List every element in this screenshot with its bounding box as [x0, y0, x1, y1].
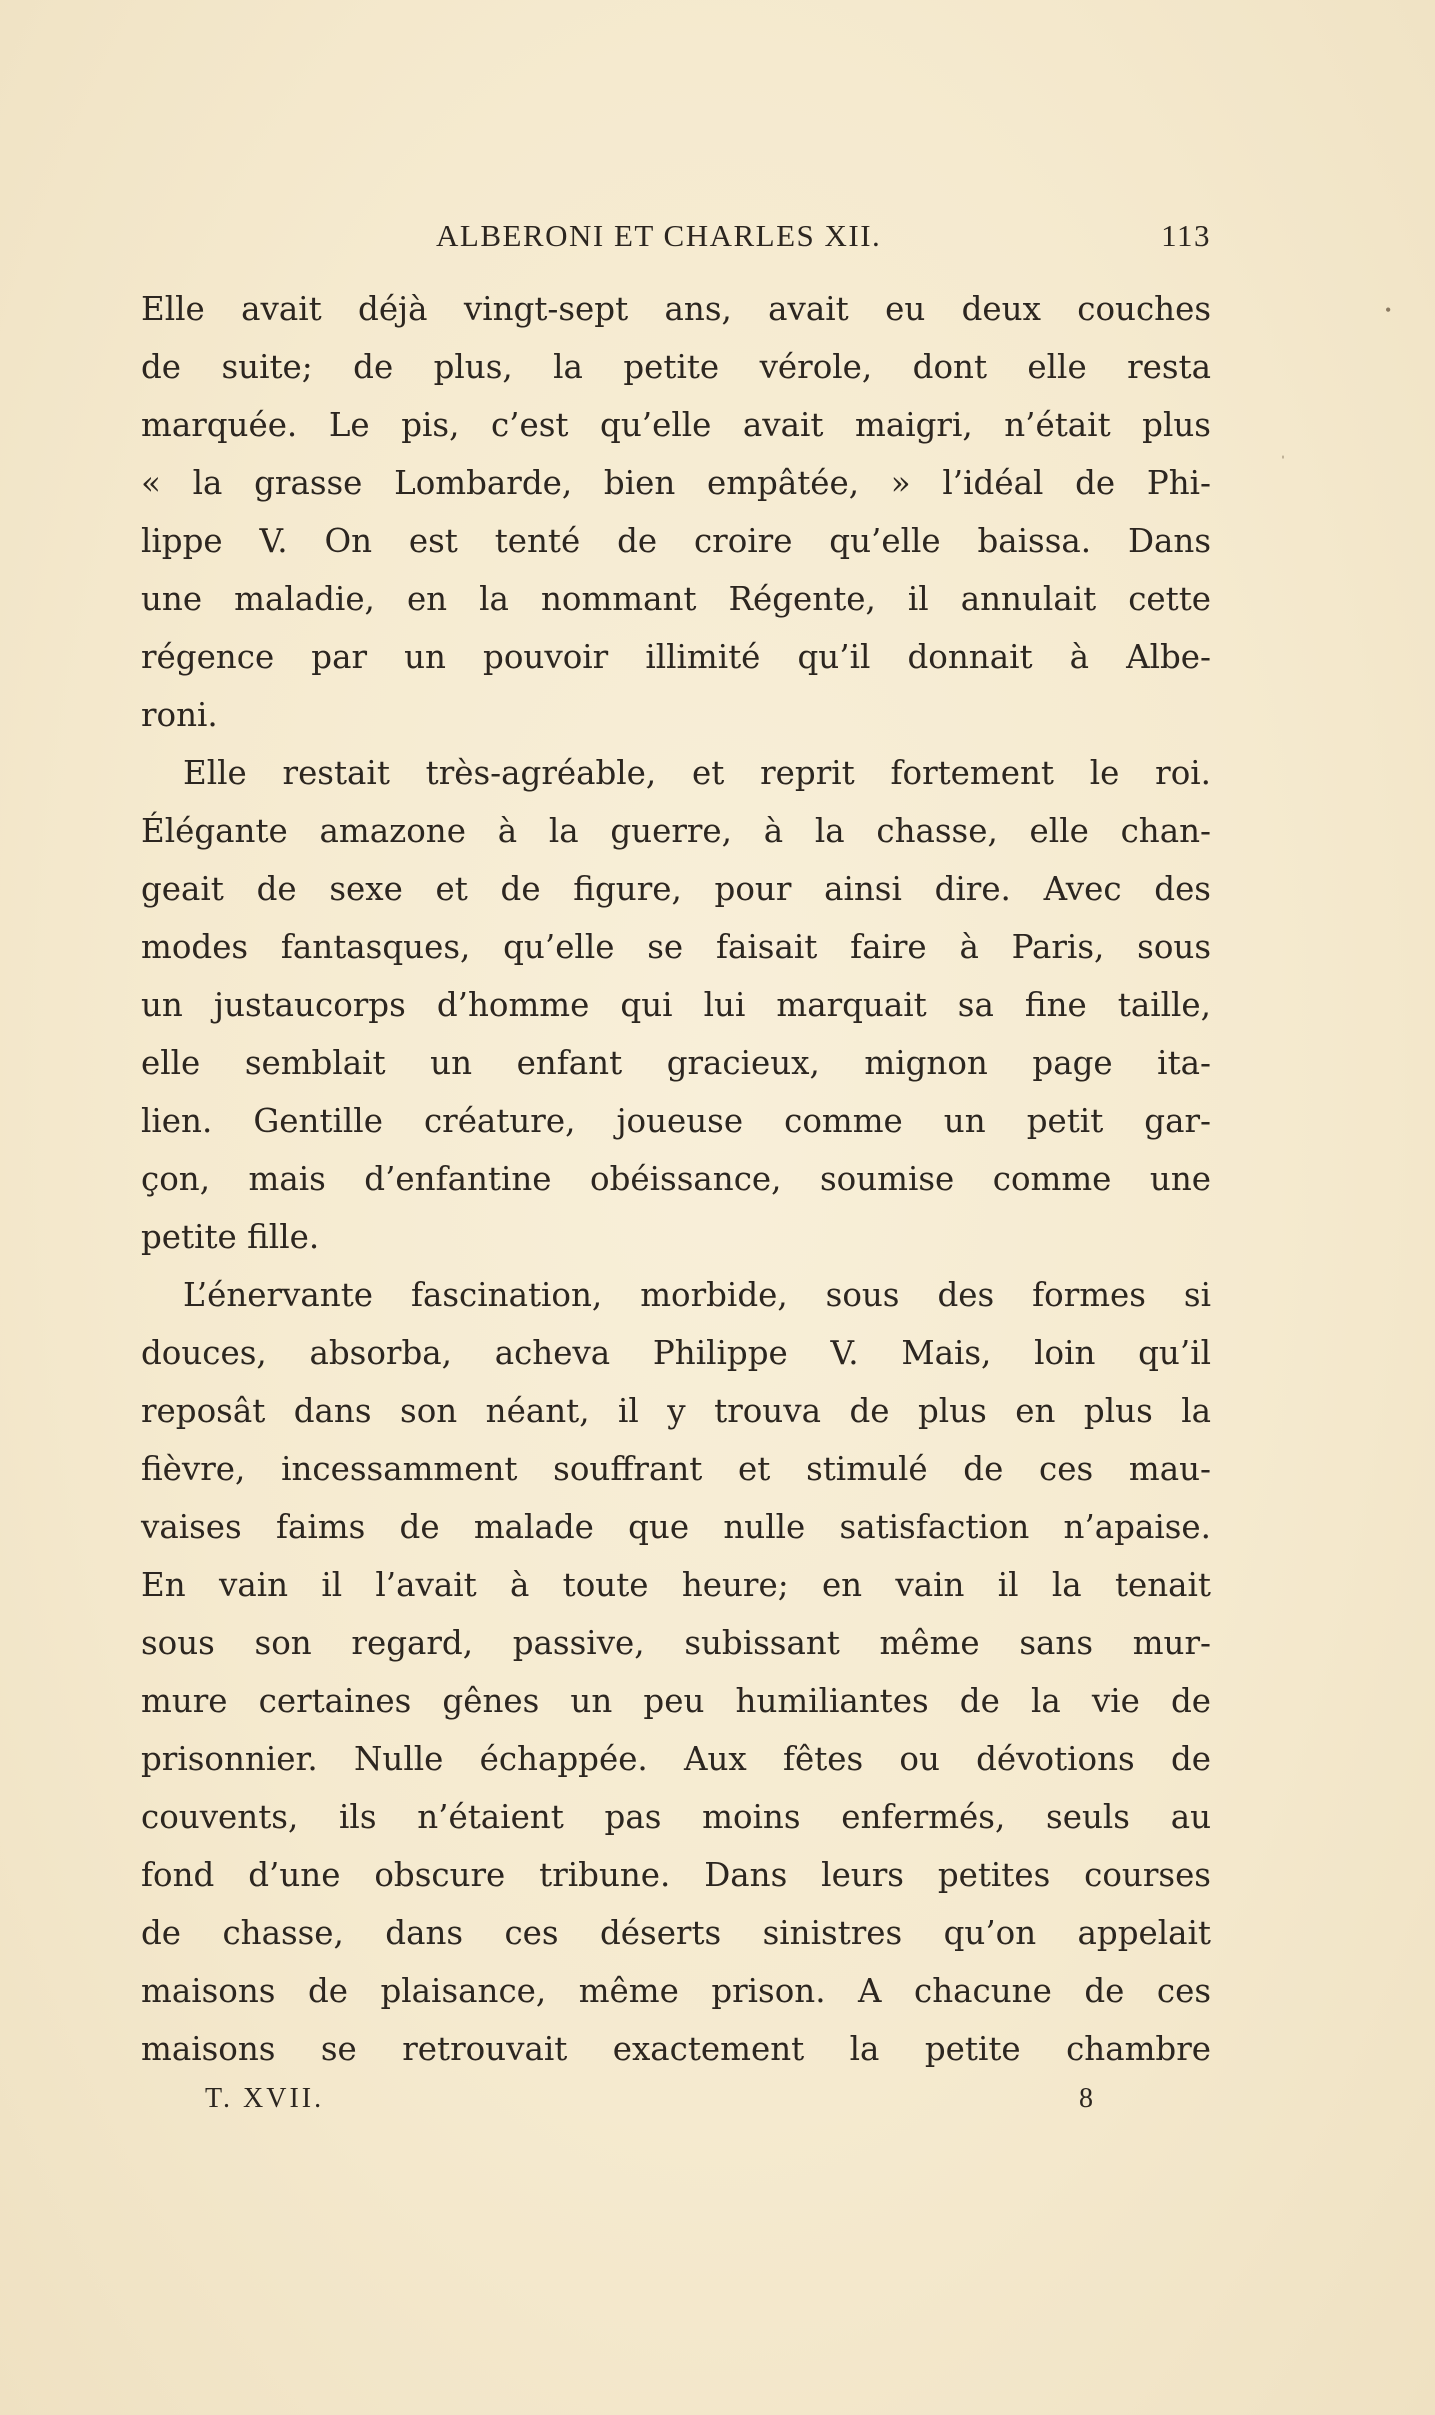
page-footer — [141, 2083, 1211, 2123]
text-line: « la grasse Lombarde, bien empâtée, » l’idéal de Phi- — [141, 464, 1211, 502]
text-line: En vain il l’avait à toute heure; en vain il la tenait — [141, 1566, 1211, 1604]
text-line: couvents, ils n’étaient pas moins enfermés, seuls au — [141, 1798, 1211, 1836]
running-head — [141, 218, 1211, 258]
text-line: Elle restait très-agréable, et reprit fortement le roi. — [183, 754, 1211, 792]
text-line: marquée. Le pis, c’est qu’elle avait maigri, n’était plus — [141, 406, 1211, 444]
margin-speck: ˈ — [1280, 452, 1286, 472]
body-text — [141, 280, 1211, 2078]
text-line: reposât dans son néant, il y trouva de plus en plus la — [141, 1392, 1211, 1430]
text-line: prisonnier. Nulle échappée. Aux fêtes ou dévotions de — [141, 1740, 1211, 1778]
text-line: fièvre, incessamment souffrant et stimulé de ces mau- — [141, 1450, 1211, 1488]
text-line: maisons de plaisance, même prison. A chacune de ces — [141, 1972, 1211, 2010]
text-line: maisons se retrouvait exactement la petite chambre — [141, 2030, 1211, 2068]
running-title: ALBERONI ET CHARLES XII. — [436, 218, 882, 253]
page-number: 113 — [1161, 218, 1211, 253]
margin-speck: • — [1385, 300, 1392, 320]
text-line: elle semblait un enfant gracieux, mignon page ita- — [141, 1044, 1211, 1082]
text-line: roni. — [141, 696, 218, 734]
volume-mark: T. XVII. — [205, 2083, 325, 2114]
text-line: fond d’une obscure tribune. Dans leurs petites courses — [141, 1856, 1211, 1894]
text-line: une maladie, en la nommant Régente, il annulait cette — [141, 580, 1211, 618]
text-line: sous son regard, passive, subissant même sans mur- — [141, 1624, 1211, 1662]
text-line: mure certaines gênes un peu humiliantes de la vie de — [141, 1682, 1211, 1720]
text-line: Élégante amazone à la guerre, à la chasse, elle chan- — [141, 812, 1211, 850]
text-line: çon, mais d’enfantine obéissance, soumise comme une — [141, 1160, 1211, 1198]
text-line: geait de sexe et de figure, pour ainsi dire. Avec des — [141, 870, 1211, 908]
text-line: un justaucorps d’homme qui lui marquait sa fine taille, — [141, 986, 1211, 1024]
text-line: modes fantasques, qu’elle se faisait faire à Paris, sous — [141, 928, 1211, 966]
text-line: Elle avait déjà vingt-sept ans, avait eu deux couches — [141, 290, 1211, 328]
text-line: lippe V. On est tenté de croire qu’elle baissa. Dans — [141, 522, 1211, 560]
text-line: de chasse, dans ces déserts sinistres qu’on appelait — [141, 1914, 1211, 1952]
text-line: de suite; de plus, la petite vérole, dont elle resta — [141, 348, 1211, 386]
text-line: régence par un pouvoir illimité qu’il donnait à Albe- — [141, 638, 1211, 676]
text-line: vaises faims de malade que nulle satisfaction n’apaise. — [141, 1508, 1211, 1546]
text-line: douces, absorba, acheva Philippe V. Mais, loin qu’il — [141, 1334, 1211, 1372]
text-line: lien. Gentille créature, joueuse comme un petit gar- — [141, 1102, 1211, 1140]
text-line: L’énervante fascination, morbide, sous des formes si — [183, 1276, 1211, 1314]
signature-mark: 8 — [1079, 2083, 1096, 2114]
text-line: petite fille. — [141, 1218, 320, 1256]
